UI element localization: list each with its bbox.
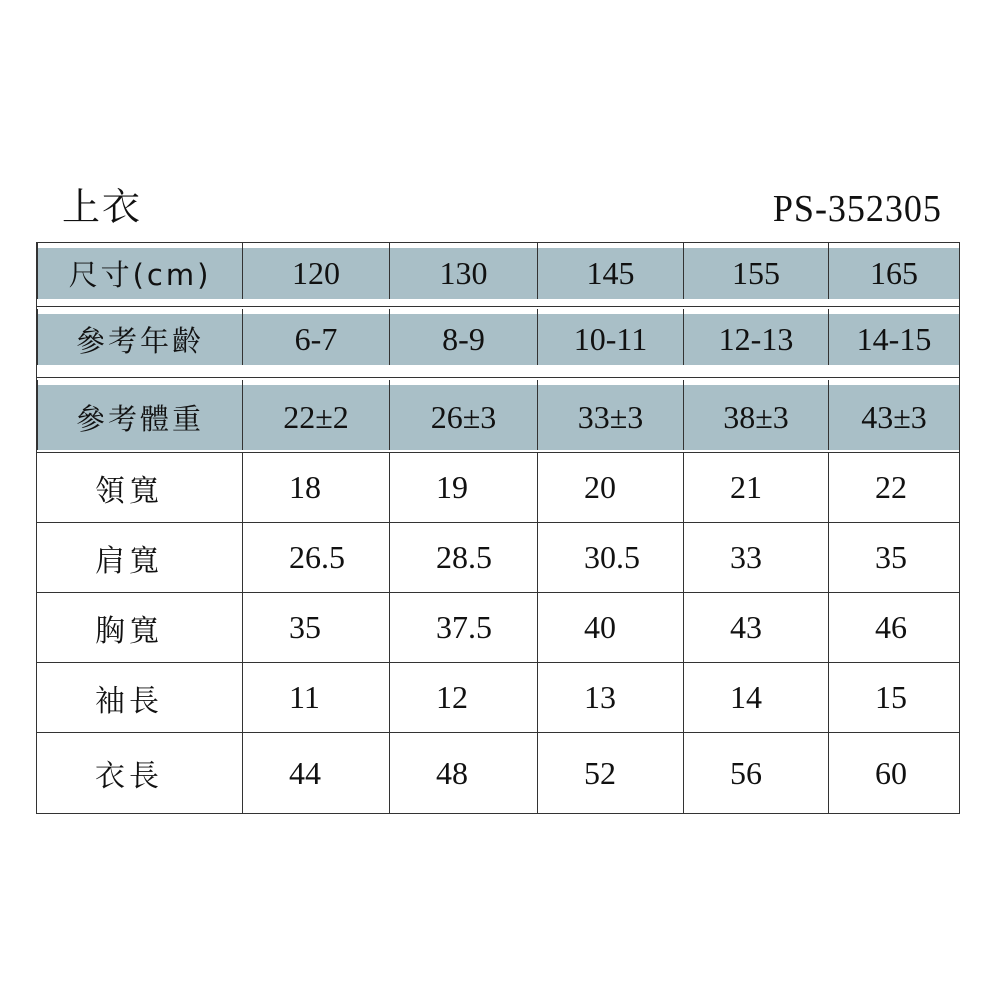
- header-cell: 120: [242, 243, 389, 299]
- data-cell: 56: [683, 733, 828, 813]
- data-cell: 21: [683, 453, 828, 522]
- header-label: 參考體重: [37, 380, 242, 450]
- header-cell: 26±3: [389, 380, 537, 450]
- data-cell: 37.5: [389, 593, 537, 662]
- row-label: 袖長: [95, 683, 163, 719]
- header-cell: 33±3: [537, 380, 683, 450]
- data-cell: 26.5: [242, 523, 389, 592]
- row-label: 胸寬: [95, 613, 163, 649]
- header-cell: 145: [537, 243, 683, 299]
- body-row-neck: [37, 452, 959, 522]
- data-cell: 43: [683, 593, 828, 662]
- data-cell: 15: [828, 663, 959, 732]
- header-label: 尺寸(cm): [37, 243, 242, 299]
- row-label: 衣長: [95, 759, 163, 794]
- data-cell: 14: [683, 663, 828, 732]
- header-row-age: [37, 309, 959, 365]
- body-row-shoulder: [37, 522, 959, 592]
- data-cell: 11: [242, 663, 389, 732]
- header-cell: 10-11: [537, 309, 683, 365]
- product-code: PS-352305: [772, 188, 942, 230]
- data-cell: 19: [389, 453, 537, 522]
- header-cell: 8-9: [389, 309, 537, 365]
- row-label: 領寬: [95, 473, 163, 509]
- data-cell: 44: [242, 733, 389, 813]
- header-cell: 22±2: [242, 380, 389, 450]
- size-table: [36, 242, 960, 814]
- header-cell: 43±3: [828, 380, 959, 450]
- body-row-chest: [37, 592, 959, 662]
- header-label: 參考年齡: [37, 309, 242, 365]
- body-row-sleeve: [37, 662, 959, 732]
- data-cell: 30.5: [537, 523, 683, 592]
- data-cell: 52: [537, 733, 683, 813]
- header-cell: 6-7: [242, 309, 389, 365]
- data-cell: 13: [537, 663, 683, 732]
- row-label: 肩寬: [95, 543, 163, 579]
- data-cell: 48: [389, 733, 537, 813]
- header-cell: 14-15: [828, 309, 959, 365]
- data-cell: 28.5: [389, 523, 537, 592]
- page-title: 上衣: [62, 185, 143, 229]
- header-cell: 12-13: [683, 309, 828, 365]
- data-cell: 35: [242, 593, 389, 662]
- body-row-length: [37, 732, 959, 813]
- data-cell: 40: [537, 593, 683, 662]
- data-cell: 33: [683, 523, 828, 592]
- header-row-weight: [37, 380, 959, 450]
- data-cell: 60: [828, 733, 959, 813]
- data-cell: 12: [389, 663, 537, 732]
- header-cell: 130: [389, 243, 537, 299]
- header-cell: 38±3: [683, 380, 828, 450]
- data-cell: 18: [242, 453, 389, 522]
- data-cell: 22: [828, 453, 959, 522]
- header-cell: 165: [828, 243, 959, 299]
- data-cell: 46: [828, 593, 959, 662]
- data-cell: 20: [537, 453, 683, 522]
- header-row-size: [37, 243, 959, 299]
- data-cell: 35: [828, 523, 959, 592]
- header-cell: 155: [683, 243, 828, 299]
